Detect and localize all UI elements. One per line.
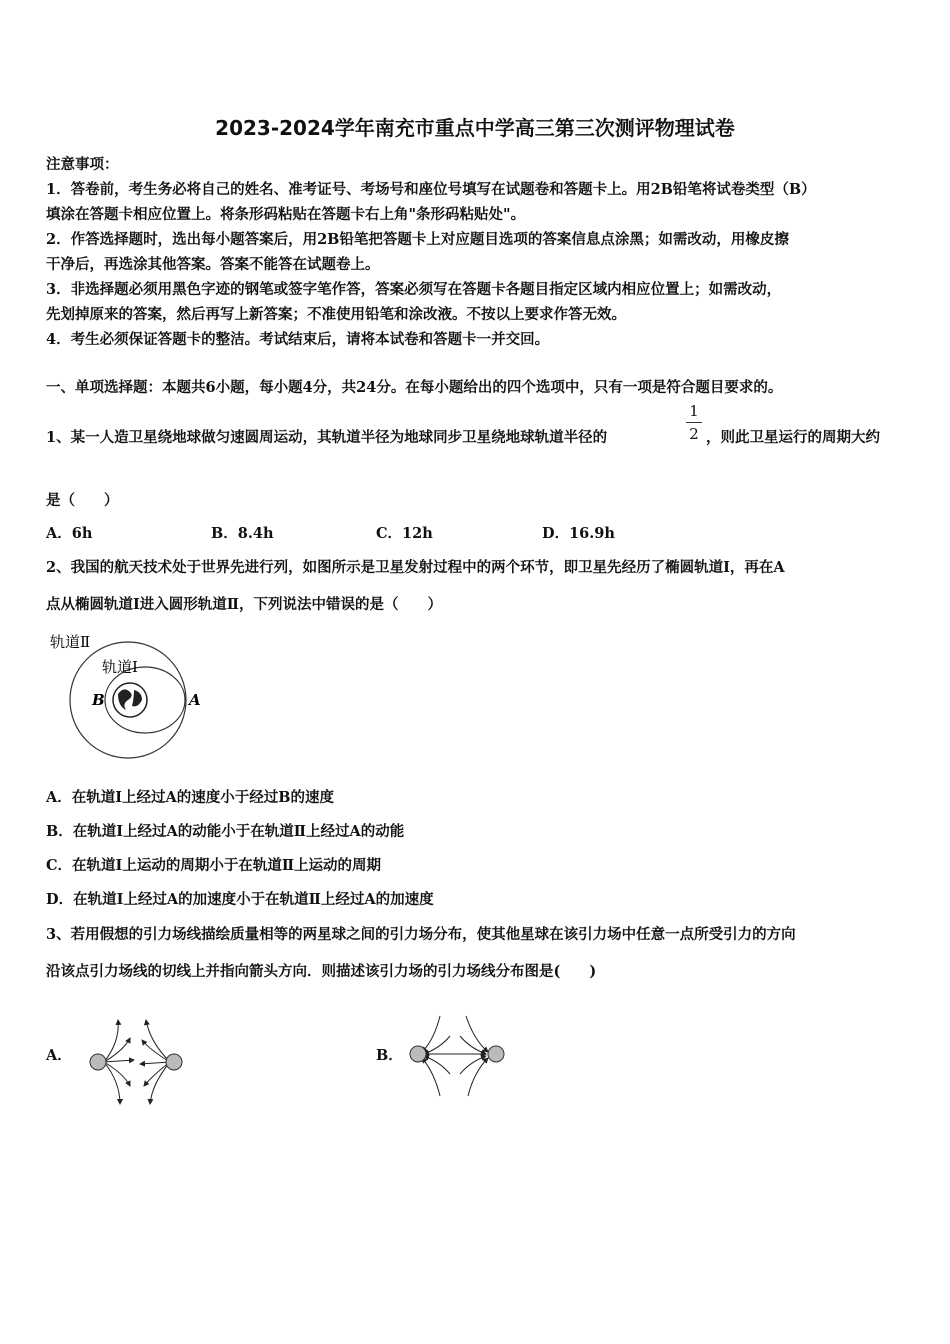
q1-option-d: D．16.9h [542,525,615,542]
planet-left [90,1054,106,1070]
q3-line1: 3、若用假想的引力场线描绘质量相等的两星球之间的引力场分布，使其他星球在该引力场中任意一点所受引力的方向 [46,926,796,943]
q1-text-a: 1、某一人造卫星绕地球做匀速圆周运动，其轨道半径为地球同步卫星绕地球轨道半径的 [46,429,608,446]
q3-line2: 沿该点引力场线的切线上并指向箭头方向．则描述该引力场的引力场线分布图是( ) [46,963,597,980]
notice-line: 3．非选择题必须用黑色字迹的钢笔或签字笔作答，答案必须写在答题卡各题目指定区域内相应位置上；如需改动， [46,281,782,298]
notice-line: 1．答卷前，考生务必将自己的姓名、准考证号、考场号和座位号填写在试题卷和答题卡上。用2B铅笔将试卷类型（B） [46,181,816,198]
orbit-figure [40,628,220,768]
notice-line: 4．考生必须保证答题卡的整洁。考试结束后，请将本试卷和答题卡一并交回。 [46,331,550,348]
q1-fraction-denominator: 2 [689,425,699,443]
page-title: 2023-2024学年南充市重点中学高三第三次测评物理试卷 [215,116,735,140]
planet-left [410,1046,426,1062]
q2-option-d: D．在轨道I上经过A的加速度小于在轨道Ⅱ上经过A的加速度 [46,891,434,908]
section-heading: 一、单项选择题：本题共6小题，每小题4分，共24分。在每小题给出的四个选项中，只有一项是符合题目要求的。 [46,379,783,396]
q2-line2: 点从椭圆轨道I进入圆形轨道Ⅱ，下列说法中错误的是（ ） [46,596,443,613]
notice-line: 干净后，再选涂其他答案。答案不能答在试题卷上。 [46,256,380,273]
planet-right [166,1054,182,1070]
q1-text-c: 是（ ） [46,492,119,509]
orbit-2-label: 轨道Ⅱ [50,633,91,651]
q1-fraction-bar [686,422,702,423]
q2-option-b: B．在轨道I上经过A的动能小于在轨道Ⅱ上经过A的动能 [46,823,405,840]
notice-line: 填涂在答题卡相应位置上。将条形码粘贴在答题卡右上角"条形码粘贴处"。 [46,206,526,223]
q1-fraction-numerator: 1 [689,402,699,420]
q2-option-a: A．在轨道I上经过A的速度小于经过B的速度 [46,789,335,806]
q1-option-b: B．8.4h [211,525,274,542]
q2-option-c: C．在轨道I上运动的周期小于在轨道Ⅱ上运动的周期 [46,857,382,874]
point-b-label: B [92,691,105,709]
notice-line: 先划掉原来的答案，然后再写上新答案；不准使用铅笔和涂改液。不按以上要求作答无效。 [46,306,626,323]
q3-option-b-label: B． [376,1047,403,1064]
q3-figure-b [404,1010,514,1110]
q1-option-c: C．12h [376,525,433,542]
planet-right [488,1046,504,1062]
point-a-label: A [189,691,201,709]
q1-option-a: A．6h [46,525,93,542]
notice-line: 2．作答选择题时，选出每小题答案后，用2B铅笔把答题卡上对应题目选项的答案信息点涂黑；如需改动，用橡皮擦 [46,231,789,248]
q1-text-b: ，则此卫星运行的周期大约 [706,429,880,446]
orbit-1-label: 轨道Ⅰ [102,658,138,676]
q2-line1: 2、我国的航天技术处于世界先进行列，如图所示是卫星发射过程中的两个环节，即卫星先经历了椭圆轨道I，再在A [46,559,785,576]
q1-fraction [686,402,702,443]
q3-option-a-label: A． [46,1047,72,1064]
q3-figure-a [80,1012,190,1112]
notice-heading: 注意事项： [46,156,119,173]
